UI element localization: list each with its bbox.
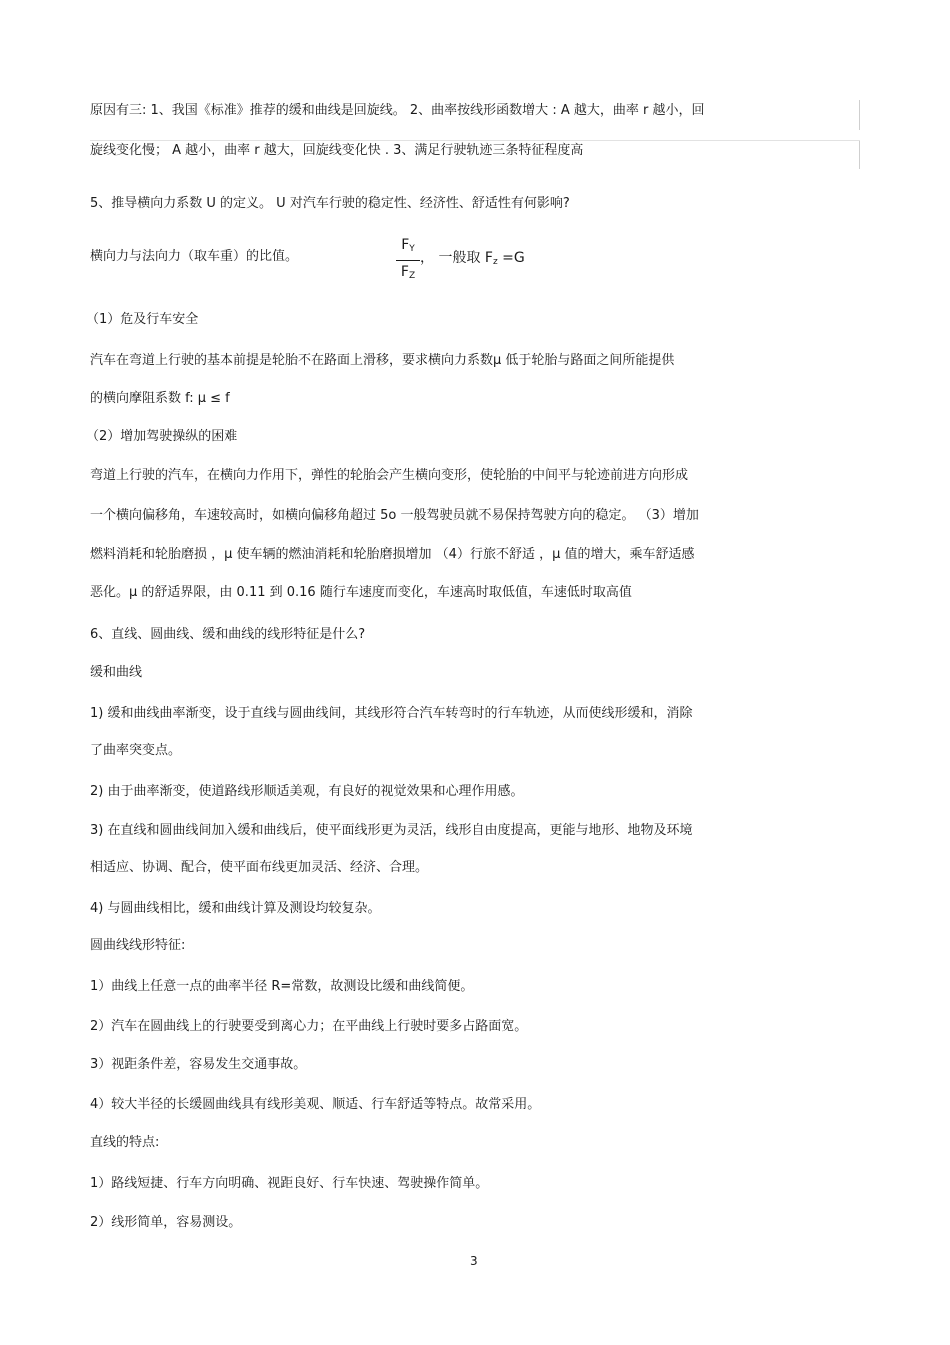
formula-text: ， 一般取 $F_z =G$ bbox=[420, 250, 525, 267]
fraction-numerator: $F_Y$ bbox=[401, 237, 415, 254]
q5-definition: 横向力与法向力（取车重）的比值。 bbox=[90, 249, 299, 264]
straight-item-1: 1）路线短捷、行车方向明确、视距良好、行车快速、驾驶操作简单。 bbox=[90, 1176, 489, 1191]
circular-curve-heading: 圆曲线线形特征: bbox=[90, 938, 186, 953]
transition-item-3-line-2: 相适应、协调、配合，使平面布线更加灵活、经济、合理。 bbox=[90, 860, 429, 875]
table-rule-right bbox=[859, 100, 860, 130]
q5-heading-1: （1）危及行车安全 bbox=[86, 312, 199, 327]
circular-item-1: 1）曲线上任意一点的曲率半径 R=常数，故测设比缓和曲线简便。 bbox=[90, 979, 474, 994]
q5-p3-line: 燃料消耗和轮胎磨损 ，μ 使车辆的燃油消耗和轮胎磨损增加 （4）行旅不舒适 ，μ 值的增大，乘车舒适感 bbox=[90, 547, 695, 562]
q5-p2-line-2: 一个横向偏移角，车速较高时，如横向偏移角超过 5o 一般驾驶员就不易保持驾驶方向的稳定。 （3）增加 bbox=[90, 508, 699, 523]
circular-item-2: 2）汽车在圆曲线上的行驶要受到离心力；在平曲线上行驶时要多占路面宽。 bbox=[90, 1019, 528, 1034]
q5-heading-2: （2）增加驾驶操纵的困难 bbox=[86, 429, 238, 444]
straight-item-2: 2）线形简单，容易测设。 bbox=[90, 1215, 242, 1230]
transition-item-4: 4) 与圆曲线相比，缓和曲线计算及测设均较复杂。 bbox=[90, 901, 381, 916]
fraction-denominator: $F_Z$ bbox=[400, 264, 416, 281]
circular-item-4: 4）较大半径的长缓圆曲线具有线形美观、顺适、行车舒适等特点。故常采用。 bbox=[90, 1097, 541, 1112]
reasons-line-1: 原因有三: 1、我国《标准》推荐的缓和曲线是回旋线。 2、曲率按线形函数增大 : A 越大，曲率 r 越小，回 bbox=[90, 103, 705, 118]
transition-item-2: 2) 由于曲率渐变，使道路线形顺适美观，有良好的视觉效果和心理作用感。 bbox=[90, 784, 524, 799]
q5-p4-line: 恶化。μ 的舒适界限，由 0.11 到 0.16 随行车速度而变化，车速高时取低值，车速低时取高值 bbox=[90, 585, 632, 600]
lateral-force-fraction bbox=[396, 236, 420, 285]
q5-p1-line-1: 汽车在弯道上行驶的基本前提是轮胎不在路面上滑移，要求横向力系数μ 低于轮胎与路面之间所能提供 bbox=[90, 353, 675, 368]
transition-item-1-line-1: 1) 缓和曲线曲率渐变，设于直线与圆曲线间，其线形符合汽车转弯时的行车轨迹，从而使线形缓和，消除 bbox=[90, 706, 693, 721]
transition-item-1-line-2: 了曲率突变点。 bbox=[90, 743, 182, 758]
q5-p1-line-2: 的横向摩阻系数 f: μ ≤ f bbox=[90, 391, 230, 406]
q6-title: 6、直线、圆曲线、缓和曲线的线形特征是什么? bbox=[90, 627, 366, 642]
transition-item-3-line-1: 3) 在直线和圆曲线间加入缓和曲线后，使平面线形更为灵活，线形自由度提高，更能与地形、地物及环境 bbox=[90, 823, 693, 838]
q5-p2-line-1: 弯道上行驶的汽车，在横向力作用下，弹性的轮胎会产生横向变形，使轮胎的中间平与轮迹前进方向形成 bbox=[90, 468, 689, 483]
straight-line-heading: 直线的特点: bbox=[90, 1135, 160, 1150]
table-rule-middle bbox=[90, 140, 860, 141]
fraction-bar bbox=[396, 260, 420, 261]
circular-item-3: 3）视距条件差，容易发生交通事故。 bbox=[90, 1057, 307, 1072]
table-rule-right-2 bbox=[859, 141, 860, 169]
reasons-line-2: 旋线变化慢； A 越小，曲率 r 越大，回旋线变化快 . 3、满足行驶轨迹三条特征程度高 bbox=[90, 143, 584, 158]
page-number: 3 bbox=[470, 1254, 478, 1268]
q5-title: 5、推导横向力系数 U 的定义。 U 对汽车行驶的稳定性、经济性、舒适性有何影响? bbox=[90, 196, 570, 211]
transition-curve-heading: 缓和曲线 bbox=[90, 665, 143, 680]
